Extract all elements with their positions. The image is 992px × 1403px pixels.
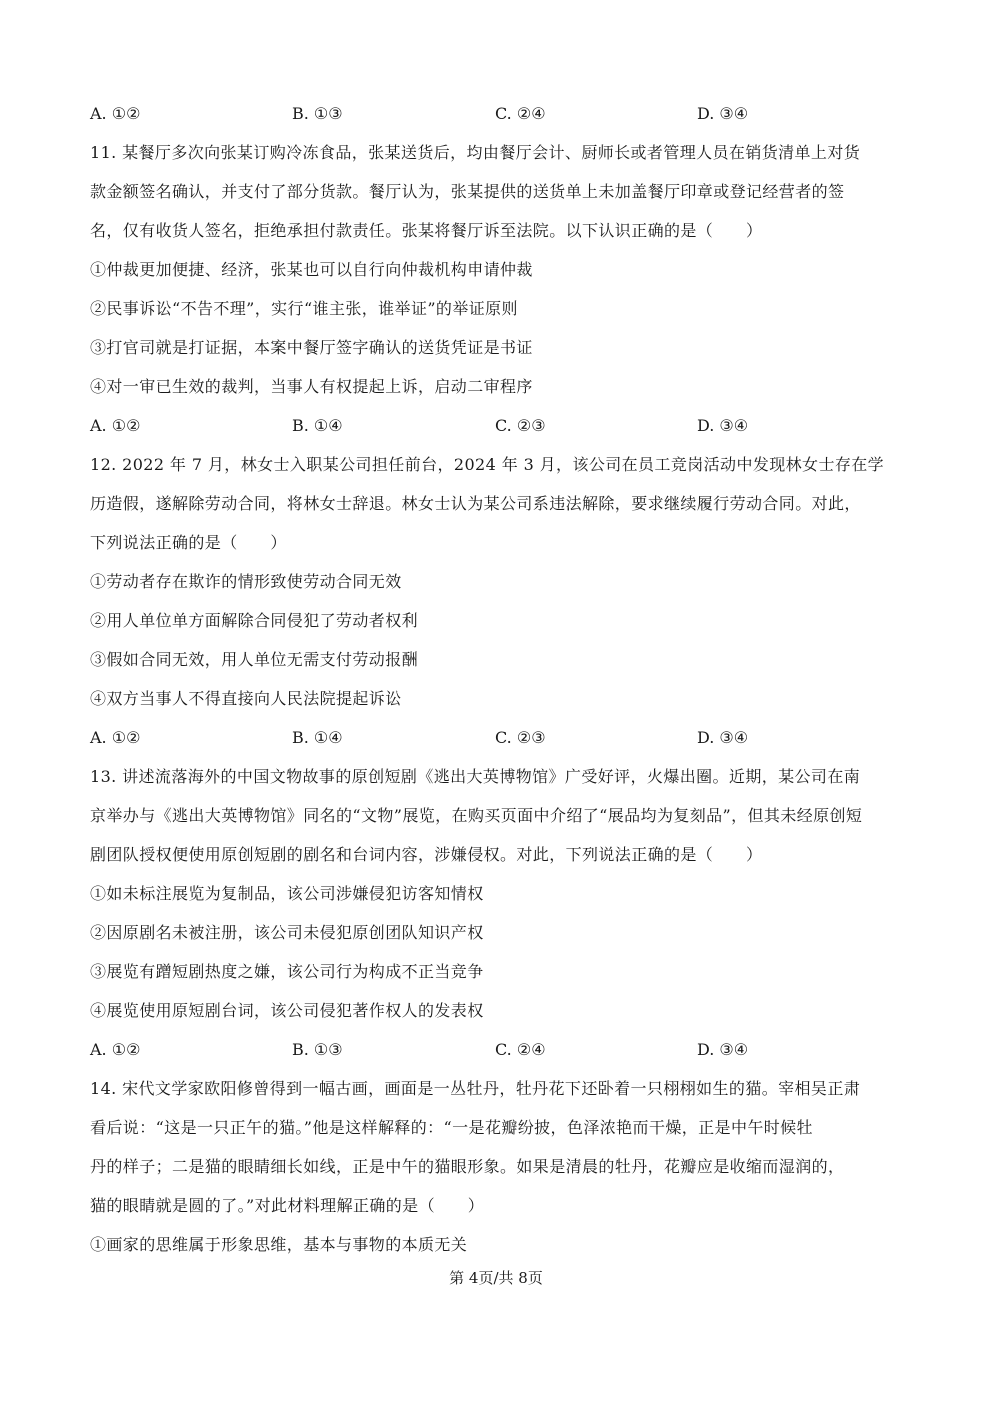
statement-item: ④双方当事人不得直接向人民法院提起诉讼 xyxy=(90,689,402,708)
option-b: B. ①③ xyxy=(292,1040,343,1059)
question-stem-line: 京举办与《逃出大英博物馆》同名的“文物”展览，在购买页面中介绍了“展品均为复刻品”，但其未经原创短 xyxy=(90,806,863,825)
statement-item: ④展览使用原短剧台词，该公司侵犯著作权人的发表权 xyxy=(90,1001,484,1020)
question-stem-line: 看后说：“这是一只正午的猫。”他是这样解释的：“一是花瓣纷披，色泽浓艳而干燥，正是中午时候牡 xyxy=(90,1118,813,1137)
statement-item: ③假如合同无效，用人单位无需支付劳动报酬 xyxy=(90,650,419,669)
option-a: A. ①② xyxy=(90,1040,141,1059)
option-d: D. ③④ xyxy=(697,728,749,747)
statement-item: ③打官司就是打证据，本案中餐厅签字确认的送货凭证是书证 xyxy=(90,338,533,357)
statement-item: ②用人单位单方面解除合同侵犯了劳动者权利 xyxy=(90,611,419,630)
option-c: C. ②③ xyxy=(495,728,546,747)
statement-item: ①劳动者存在欺诈的情形致使劳动合同无效 xyxy=(90,572,402,591)
question-stem-line: 历造假，遂解除劳动合同，将林女士辞退。林女士认为某公司系违法解除，要求继续履行劳动合同。对此， xyxy=(90,494,861,513)
statement-item: ②因原剧名未被注册，该公司未侵犯原创团队知识产权 xyxy=(90,923,484,942)
question-stem-line: 猫的眼睛就是圆的了。”对此材料理解正确的是（ ） xyxy=(90,1196,485,1215)
question-stem-line: 11. 某餐厅多次向张某订购冷冻食品，张某送货后，均由餐厅会计、厨师长或者管理人员在销货清单上对货 xyxy=(90,143,861,162)
page-number-footer: 第 4页/共 8页 xyxy=(449,1269,543,1287)
statement-item: ①画家的思维属于形象思维，基本与事物的本质无关 xyxy=(90,1235,468,1254)
option-d: D. ③④ xyxy=(697,104,749,123)
option-d: D. ③④ xyxy=(697,416,749,435)
option-d: D. ③④ xyxy=(697,1040,749,1059)
question-stem-line: 13. 讲述流落海外的中国文物故事的原创短剧《逃出大英博物馆》广受好评，火爆出圈。近期，某公司在南 xyxy=(90,767,861,786)
question-stem-line: 丹的样子；二是猫的眼睛细长如线，正是中午的猫眼形象。如果是清晨的牡丹，花瓣应是收缩而湿润的， xyxy=(90,1157,845,1176)
statement-item: ④对一审已生效的裁判，当事人有权提起上诉，启动二审程序 xyxy=(90,377,533,396)
option-b: B. ①③ xyxy=(292,104,343,123)
statement-item: ③展览有蹭短剧热度之嫌，该公司行为构成不正当竞争 xyxy=(90,962,484,981)
option-c: C. ②③ xyxy=(495,416,546,435)
question-stem-line: 14. 宋代文学家欧阳修曾得到一幅古画，画面是一丛牡丹，牡丹花下还卧着一只栩栩如生的猫。宰相吴正肃 xyxy=(90,1079,861,1098)
option-a: A. ①② xyxy=(90,728,141,747)
question-stem-line: 款金额签名确认，并支付了部分货款。餐厅认为，张某提供的送货单上未加盖餐厅印章或登记经营者的签 xyxy=(90,182,845,201)
question-stem-line: 下列说法正确的是（ ） xyxy=(90,533,287,552)
statement-item: ①仲裁更加便捷、经济，张某也可以自行向仲裁机构申请仲裁 xyxy=(90,260,533,279)
option-b: B. ①④ xyxy=(292,728,343,747)
option-a: A. ①② xyxy=(90,104,141,123)
question-stem-line: 剧团队授权便使用原创短剧的剧名和台词内容，涉嫌侵权。对此，下列说法正确的是（ ） xyxy=(90,845,763,864)
option-c: C. ②④ xyxy=(495,1040,546,1059)
statement-item: ②民事诉讼“不告不理”，实行“谁主张，谁举证”的举证原则 xyxy=(90,299,518,318)
option-c: C. ②④ xyxy=(495,104,546,123)
option-b: B. ①④ xyxy=(292,416,343,435)
question-stem-line: 12. 2022 年 7 月，林女士入职某公司担任前台，2024 年 3 月，该公司在员工竞岗活动中发现林女士存在学 xyxy=(90,455,885,474)
statement-item: ①如未标注展览为复制品，该公司涉嫌侵犯访客知情权 xyxy=(90,884,484,903)
question-stem-line: 名，仅有收货人签名，拒绝承担付款责任。张某将餐厅诉至法院。以下认识正确的是（ ） xyxy=(90,221,763,240)
option-a: A. ①② xyxy=(90,416,141,435)
